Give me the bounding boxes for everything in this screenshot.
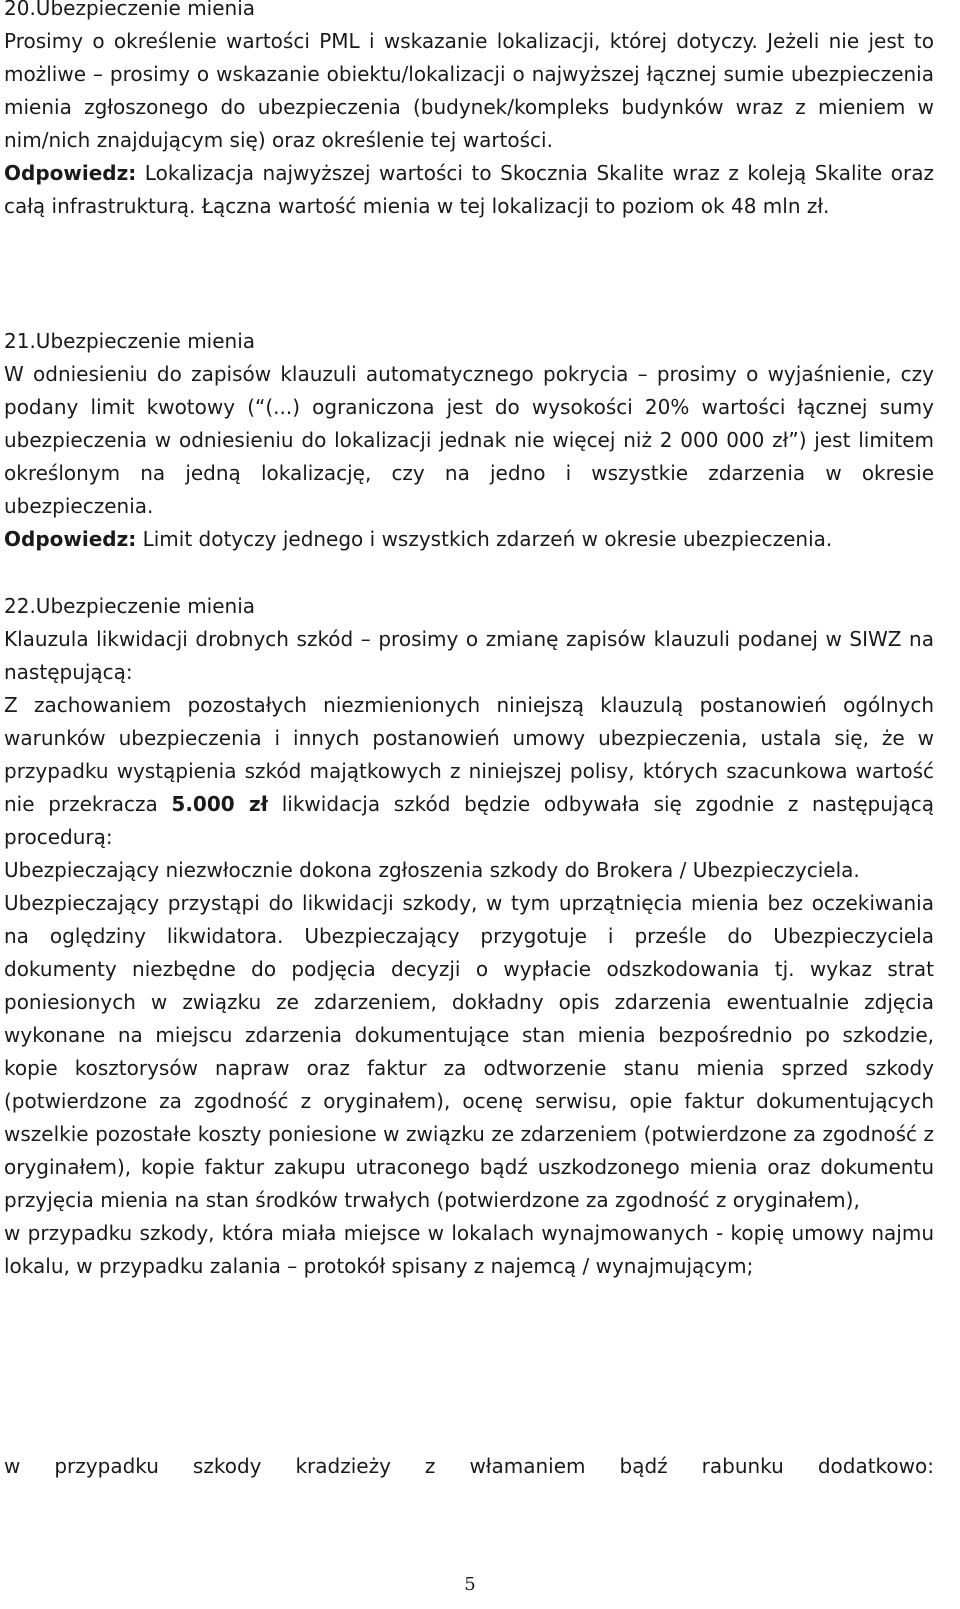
- section-22: [4, 590, 934, 1283]
- answer-paragraph: [4, 523, 934, 556]
- clause-step-theft: w przypadku szkody kradzieży z włamaniem bądź rabunku dodatkowo:: [4, 1454, 934, 1478]
- section-heading: 20.Ubezpieczenie mienia: [4, 0, 256, 20]
- section-20: [4, 0, 934, 223]
- page-number: 5: [464, 1574, 476, 1595]
- question-text: W odniesieniu do zapisów klauzuli automatycznego pokrycia – prosimy o wyjaśnienie, czy podany limit kwotowy (“(...) ograniczona jest do wysokości 20% wartości łącznej sumy ubezpieczenia w odniesieniu do lokalizacji jednak nie więcej niż 2 000 000 zł”) jest limitem określonym na jedną lokalizację, czy na jedno i wszystkie zdarzenia w okresie ubezpieczenia.: [4, 362, 934, 518]
- request-text: Klauzula likwidacji drobnych szkód – prosimy o zmianę zapisów klauzuli podanej w SIWZ na następującą:: [4, 627, 934, 684]
- answer-text: Limit dotyczy jednego i wszystkich zdarzeń w okresie ubezpieczenia.: [136, 527, 833, 551]
- amount-value: 5.000 zł: [171, 792, 269, 816]
- clause-step-rented: w przypadku szkody, która miała miejsce w lokalach wynajmowanych - kopię umowy najmu lokalu, w przypadku zalania – protokół spisany z najemcą / wynajmującym;: [4, 1221, 934, 1278]
- section-22-continued: [4, 1450, 934, 1483]
- section-heading: 21.Ubezpieczenie mienia: [4, 329, 256, 353]
- answer-label: Odpowiedz:: [4, 161, 137, 185]
- clause-step-documents: Ubezpieczający przystąpi do likwidacji szkody, w tym uprzątnięcia mienia bez oczekiwania na oględziny likwidatora. Ubezpieczający przygotuje i prześle do Ubezpieczyciela dokumenty niezbędne do podjęcia decyzji o wypłacie odszkodowania tj. wykaz strat poniesionych w związku ze zdarzeniem, dokładny opis zdarzenia ewentualnie zdjęcia wykonane na miejscu zdarzenia dokumentujące stan mienia bezpośrednio po szkodzie, kopie kosztorysów napraw oraz faktur za odtworzenie stanu mienia sprzed szkody (potwierdzone za zgodność z oryginałem), ocenę serwisu, opie faktur dokumentujących wszelkie pozostałe koszty poniesione w związku ze zdarzeniem (potwierdzone za zgodność z oryginałem), kopie faktur zakupu utraconego bądź uszkodzonego mienia oraz dokumentu przyjęcia mienia na stan środków trwałych (potwierdzone za zgodność z oryginałem),: [4, 891, 934, 1212]
- clause-step-notify: Ubezpieczający niezwłocznie dokona zgłoszenia szkody do Brokera / Ubezpieczyciela.: [4, 858, 860, 882]
- clause-intro: Z zachowaniem pozostałych niezmienionych niniejszą klauzulą postanowień ogólnych warunków ubezpieczenia i innych postanowień umowy ubezpieczenia, ustala się, że w przypadku wystąpienia szkód majątkowych z niniejszej polisy, których szacunkowa wartość nie przekracza 5.000 zł likwidacja szkód będzie odbywała się zgodnie z następującą procedurą:: [4, 693, 934, 849]
- answer-label: Odpowiedz:: [4, 527, 137, 551]
- question-text: Prosimy o określenie wartości PML i wskazanie lokalizacji, której dotyczy. Jeżeli nie jest to możliwe – prosimy o wskazanie obiektu/lokalizacji o najwyższej łącznej sumie ubezpieczenia mienia zgłoszonego do ubezpieczenia (budynek/kompleks budynków wraz z mieniem w nim/nich znajdującym się) oraz określenie tej wartości.: [4, 29, 934, 152]
- answer-paragraph: [4, 157, 934, 223]
- section-21: [4, 325, 934, 556]
- answer-text: Lokalizacja najwyższej wartości to Skocznia Skalite wraz z koleją Skalite oraz całą infrastrukturą. Łączna wartość mienia w tej lokalizacji to poziom ok 48 mln zł.: [4, 161, 934, 218]
- section-heading: 22.Ubezpieczenie mienia: [4, 594, 256, 618]
